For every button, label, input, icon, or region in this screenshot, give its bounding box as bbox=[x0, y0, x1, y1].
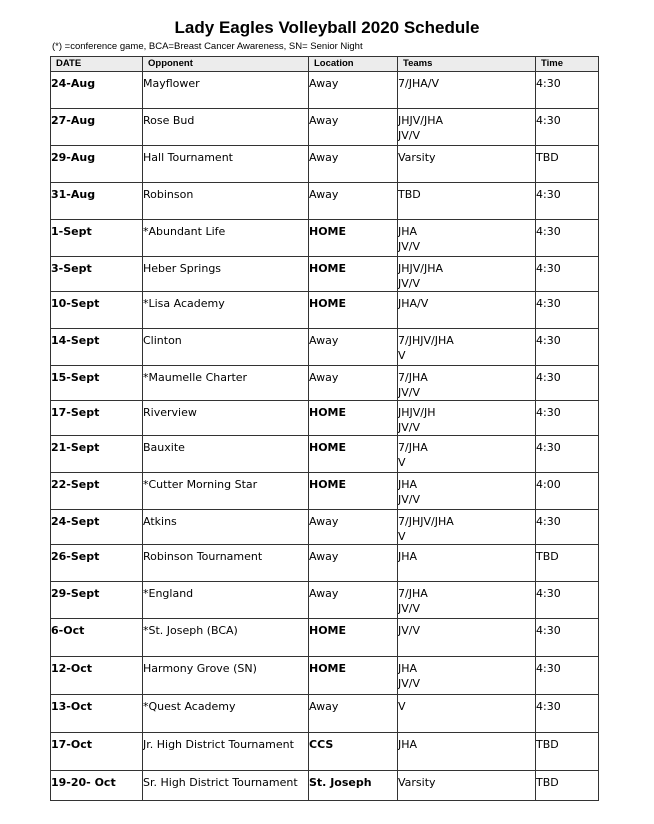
team-line: TBD bbox=[398, 188, 421, 201]
date-cell: 17-Sept bbox=[51, 401, 143, 436]
team-line: V bbox=[398, 456, 406, 469]
teams-cell bbox=[398, 619, 536, 657]
team-line: 7/JHA bbox=[398, 441, 428, 454]
table-row bbox=[51, 771, 599, 801]
header-teams: Teams bbox=[398, 57, 536, 72]
location-cell: Away bbox=[309, 510, 398, 545]
table-row bbox=[51, 257, 599, 292]
location-cell: HOME bbox=[309, 473, 398, 510]
table-row bbox=[51, 146, 599, 183]
opponent-cell: Jr. High District Tournament bbox=[143, 733, 309, 771]
table-row bbox=[51, 510, 599, 545]
team-line: V bbox=[398, 700, 406, 713]
location-cell: HOME bbox=[309, 257, 398, 292]
opponent-cell: *Cutter Morning Star bbox=[143, 473, 309, 510]
team-line: JV/V bbox=[398, 493, 420, 506]
teams-cell bbox=[398, 401, 536, 436]
team-line: JHA bbox=[398, 225, 418, 238]
table-row bbox=[51, 619, 599, 657]
teams-cell bbox=[398, 292, 536, 329]
date-cell: 22-Sept bbox=[51, 473, 143, 510]
table-row bbox=[51, 220, 599, 257]
date-cell: 1-Sept bbox=[51, 220, 143, 257]
opponent-cell: Hall Tournament bbox=[143, 146, 309, 183]
teams-cell bbox=[398, 366, 536, 401]
location-cell: HOME bbox=[309, 401, 398, 436]
time-cell: 4:30 bbox=[536, 72, 599, 109]
schedule-table bbox=[50, 56, 599, 801]
header-date: DATE bbox=[51, 57, 143, 72]
time-cell: 4:30 bbox=[536, 657, 599, 695]
opponent-cell: Heber Springs bbox=[143, 257, 309, 292]
location-cell: HOME bbox=[309, 657, 398, 695]
legend-note: (*) =conference game, BCA=Breast Cancer Awareness, SN= Senior Night bbox=[52, 41, 363, 52]
table-row bbox=[51, 695, 599, 733]
table-row bbox=[51, 109, 599, 146]
table-row bbox=[51, 545, 599, 582]
location-cell: HOME bbox=[309, 220, 398, 257]
location-cell: Away bbox=[309, 366, 398, 401]
team-line: 7/JHJV/JHA bbox=[398, 515, 454, 528]
team-line: JHA bbox=[398, 738, 418, 751]
team-line: JHJV/JH bbox=[398, 406, 436, 419]
date-cell: 27-Aug bbox=[51, 109, 143, 146]
location-cell: HOME bbox=[309, 619, 398, 657]
team-line: V bbox=[398, 530, 406, 543]
time-cell: TBD bbox=[536, 545, 599, 582]
header-opponent: Opponent bbox=[143, 57, 309, 72]
location-cell: Away bbox=[309, 582, 398, 619]
teams-cell bbox=[398, 582, 536, 619]
date-cell: 26-Sept bbox=[51, 545, 143, 582]
teams-cell bbox=[398, 695, 536, 733]
team-line: JHA/V bbox=[398, 297, 429, 310]
opponent-cell: *St. Joseph (BCA) bbox=[143, 619, 309, 657]
header-location: Location bbox=[309, 57, 398, 72]
opponent-cell: *Lisa Academy bbox=[143, 292, 309, 329]
time-cell: 4:30 bbox=[536, 401, 599, 436]
team-line: JV/V bbox=[398, 421, 420, 434]
team-line: JHA bbox=[398, 478, 418, 491]
time-cell: TBD bbox=[536, 771, 599, 801]
date-cell: 15-Sept bbox=[51, 366, 143, 401]
time-cell: TBD bbox=[536, 146, 599, 183]
opponent-cell: Bauxite bbox=[143, 436, 309, 473]
location-cell: Away bbox=[309, 109, 398, 146]
location-cell: Away bbox=[309, 329, 398, 366]
time-cell: 4:30 bbox=[536, 292, 599, 329]
location-cell: HOME bbox=[309, 436, 398, 473]
time-cell: 4:30 bbox=[536, 183, 599, 220]
opponent-cell: Clinton bbox=[143, 329, 309, 366]
team-line: JHA bbox=[398, 550, 418, 563]
opponent-cell: *Quest Academy bbox=[143, 695, 309, 733]
table-row bbox=[51, 292, 599, 329]
time-cell: 4:30 bbox=[536, 582, 599, 619]
table-row bbox=[51, 72, 599, 109]
time-cell: 4:30 bbox=[536, 109, 599, 146]
header-row bbox=[51, 57, 599, 72]
team-line: 7/JHA bbox=[398, 371, 428, 384]
teams-cell bbox=[398, 183, 536, 220]
time-cell: 4:30 bbox=[536, 220, 599, 257]
opponent-cell: *Abundant Life bbox=[143, 220, 309, 257]
location-cell: CCS bbox=[309, 733, 398, 771]
location-cell: Away bbox=[309, 183, 398, 220]
table-row bbox=[51, 582, 599, 619]
teams-cell bbox=[398, 257, 536, 292]
teams-cell bbox=[398, 72, 536, 109]
location-cell: Away bbox=[309, 72, 398, 109]
date-cell: 19-20- Oct bbox=[51, 771, 143, 801]
table-row bbox=[51, 473, 599, 510]
date-cell: 6-Oct bbox=[51, 619, 143, 657]
location-cell: Away bbox=[309, 545, 398, 582]
table-row bbox=[51, 436, 599, 473]
team-line: JV/V bbox=[398, 129, 420, 142]
team-line: JV/V bbox=[398, 624, 420, 637]
opponent-cell: *Maumelle Charter bbox=[143, 366, 309, 401]
table-row bbox=[51, 733, 599, 771]
date-cell: 10-Sept bbox=[51, 292, 143, 329]
date-cell: 24-Aug bbox=[51, 72, 143, 109]
date-cell: 29-Sept bbox=[51, 582, 143, 619]
table-row bbox=[51, 183, 599, 220]
teams-cell bbox=[398, 146, 536, 183]
teams-cell bbox=[398, 545, 536, 582]
table-row bbox=[51, 657, 599, 695]
team-line: Varsity bbox=[398, 776, 436, 789]
time-cell: 4:30 bbox=[536, 436, 599, 473]
date-cell: 29-Aug bbox=[51, 146, 143, 183]
time-cell: 4:00 bbox=[536, 473, 599, 510]
schedule-body bbox=[51, 72, 599, 801]
opponent-cell: Rose Bud bbox=[143, 109, 309, 146]
time-cell: 4:30 bbox=[536, 329, 599, 366]
teams-cell bbox=[398, 510, 536, 545]
team-line: JV/V bbox=[398, 386, 420, 399]
time-cell: 4:30 bbox=[536, 619, 599, 657]
teams-cell bbox=[398, 657, 536, 695]
team-line: JHA bbox=[398, 662, 418, 675]
date-cell: 31-Aug bbox=[51, 183, 143, 220]
opponent-cell: Harmony Grove (SN) bbox=[143, 657, 309, 695]
team-line: JHJV/JHA bbox=[398, 262, 444, 275]
team-line: JV/V bbox=[398, 277, 420, 290]
opponent-cell: Atkins bbox=[143, 510, 309, 545]
opponent-cell: Robinson bbox=[143, 183, 309, 220]
location-cell: Away bbox=[309, 695, 398, 733]
teams-cell bbox=[398, 329, 536, 366]
header-time: Time bbox=[536, 57, 599, 72]
date-cell: 12-Oct bbox=[51, 657, 143, 695]
team-line: 7/JHA/V bbox=[398, 77, 439, 90]
date-cell: 3-Sept bbox=[51, 257, 143, 292]
table-row bbox=[51, 329, 599, 366]
time-cell: 4:30 bbox=[536, 695, 599, 733]
date-cell: 17-Oct bbox=[51, 733, 143, 771]
time-cell: 4:30 bbox=[536, 257, 599, 292]
opponent-cell: Mayflower bbox=[143, 72, 309, 109]
teams-cell bbox=[398, 220, 536, 257]
opponent-cell: Robinson Tournament bbox=[143, 545, 309, 582]
teams-cell bbox=[398, 733, 536, 771]
time-cell: TBD bbox=[536, 733, 599, 771]
team-line: JHJV/JHA bbox=[398, 114, 444, 127]
location-cell: HOME bbox=[309, 292, 398, 329]
time-cell: 4:30 bbox=[536, 366, 599, 401]
teams-cell bbox=[398, 436, 536, 473]
location-cell: St. Joseph bbox=[309, 771, 398, 801]
opponent-cell: Sr. High District Tournament bbox=[143, 771, 309, 801]
table-row bbox=[51, 366, 599, 401]
team-line: 7/JHA bbox=[398, 587, 428, 600]
date-cell: 13-Oct bbox=[51, 695, 143, 733]
table-row bbox=[51, 401, 599, 436]
teams-cell bbox=[398, 473, 536, 510]
time-cell: 4:30 bbox=[536, 510, 599, 545]
team-line: Varsity bbox=[398, 151, 436, 164]
teams-cell bbox=[398, 771, 536, 801]
team-line: JV/V bbox=[398, 677, 420, 690]
page-title: Lady Eagles Volleyball 2020 Schedule bbox=[174, 18, 480, 37]
team-line: V bbox=[398, 349, 406, 362]
opponent-cell: Riverview bbox=[143, 401, 309, 436]
team-line: JV/V bbox=[398, 602, 420, 615]
date-cell: 24-Sept bbox=[51, 510, 143, 545]
team-line: JV/V bbox=[398, 240, 420, 253]
team-line: 7/JHJV/JHA bbox=[398, 334, 454, 347]
teams-cell bbox=[398, 109, 536, 146]
location-cell: Away bbox=[309, 146, 398, 183]
opponent-cell: *England bbox=[143, 582, 309, 619]
date-cell: 21-Sept bbox=[51, 436, 143, 473]
date-cell: 14-Sept bbox=[51, 329, 143, 366]
